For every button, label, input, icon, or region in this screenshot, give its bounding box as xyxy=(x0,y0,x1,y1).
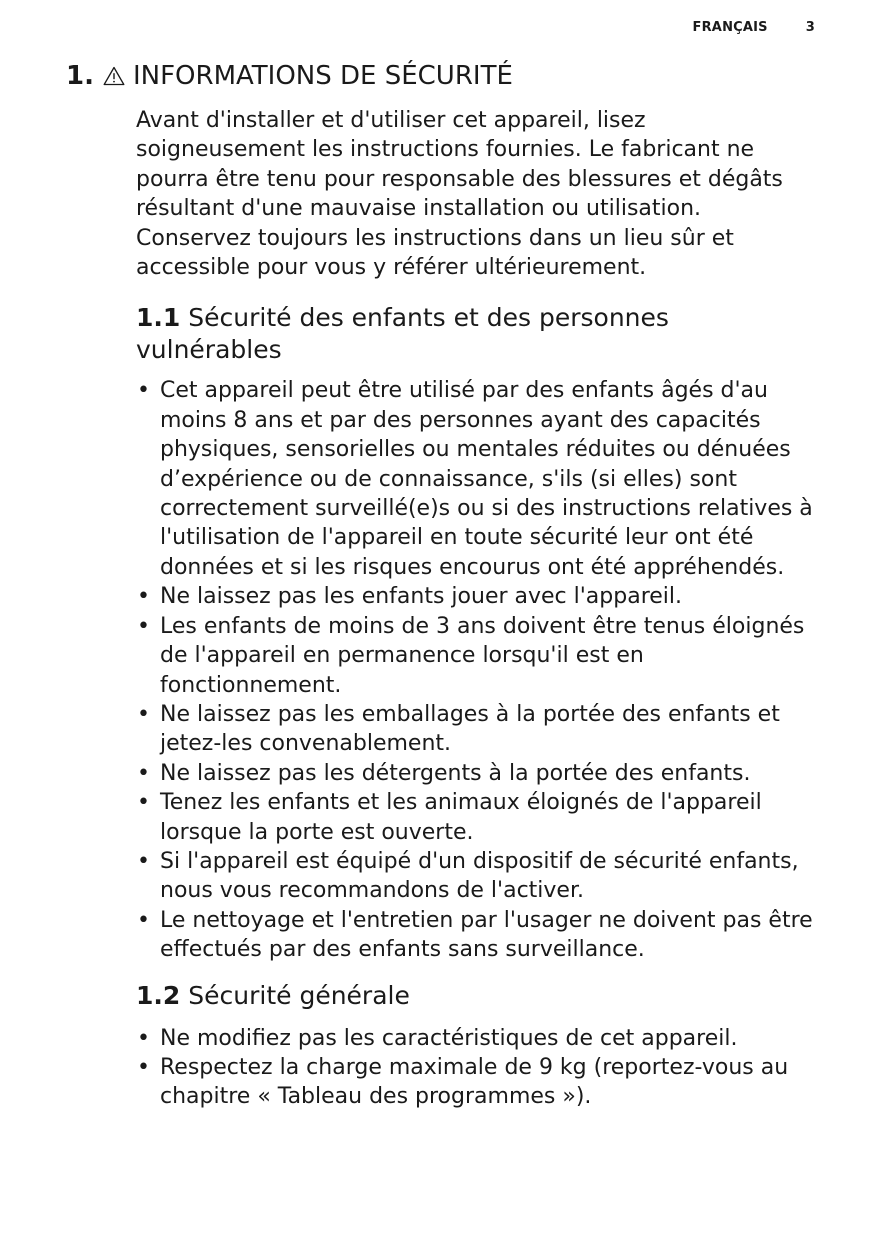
list-item-text: Les enfants de moins de 3 ans doivent être tenus éloignés de l'appareil en permanence lorsqu'il est en fonctionnement. xyxy=(160,613,805,698)
list-item-text: Tenez les enfants et les animaux éloignés de l'appareil lorsque la porte est ouverte. xyxy=(160,790,762,845)
section-heading-general-safety xyxy=(136,980,826,1012)
list-item-text: Respectez la charge maximale de 9 kg (reportez-vous au chapitre « Tableau des programmes »). xyxy=(160,1054,789,1110)
list-item xyxy=(136,1024,826,1053)
list-item-text: Si l'appareil est équipé d'un dispositif de sécurité enfants, nous vous recommandons de l'activer. xyxy=(160,848,799,904)
section-heading-child-safety xyxy=(136,302,736,366)
running-header xyxy=(693,20,815,35)
section-number: 1.1 xyxy=(136,303,181,333)
bullet-icon: • xyxy=(137,1025,150,1051)
bullet-icon: • xyxy=(137,760,150,786)
list-item xyxy=(136,582,826,611)
page-number: 3 xyxy=(805,20,815,35)
bullet-icon: • xyxy=(137,701,150,727)
warning-icon xyxy=(103,66,125,86)
list-item xyxy=(136,700,826,759)
list-item xyxy=(136,612,826,700)
list-item-text: Cet appareil peut être utilisé par des enfants âgés d'au moins 8 ans et par des personnes ayant des capacités physiques, sensorielles ou mentales réduites ou dénuées d’expérience ou de connaissance, s'ils (si elles) sont correctement surveillé(e)s ou si des instructions relatives à l'utilisation de l'appareil en toute sécurité leur ont été données et si les risques encourus ont été appréhendés. xyxy=(160,378,813,580)
header-language: FRANÇAIS xyxy=(692,20,768,35)
bullet-icon: • xyxy=(137,1054,150,1080)
bullet-icon: • xyxy=(137,584,150,610)
list-item xyxy=(136,1053,826,1112)
section-title: Sécurité des enfants et des personnes vulnérables xyxy=(136,303,669,365)
list-item xyxy=(136,847,826,906)
list-item-text: Ne laissez pas les détergents à la portée des enfants. xyxy=(160,760,751,786)
chapter-title xyxy=(66,61,513,91)
section-number: 1.2 xyxy=(136,980,181,1010)
list-item xyxy=(136,759,826,788)
bullet-icon: • xyxy=(137,848,150,874)
page-content xyxy=(136,106,826,1112)
list-item xyxy=(136,906,826,965)
chapter-number: 1. xyxy=(66,61,94,91)
child-safety-list xyxy=(136,376,826,964)
bullet-icon: • xyxy=(137,790,150,816)
general-safety-list xyxy=(136,1024,826,1112)
bullet-icon: • xyxy=(137,613,150,639)
section-title: Sécurité générale xyxy=(188,980,410,1010)
list-item xyxy=(136,376,826,582)
list-item-text: Ne modifiez pas les caractéristiques de cet appareil. xyxy=(160,1025,738,1051)
list-item-text: Ne laissez pas les emballages à la portée des enfants et jetez-les convenablement. xyxy=(160,701,780,757)
list-item xyxy=(136,788,826,847)
list-item-text: Ne laissez pas les enfants jouer avec l'appareil. xyxy=(160,584,683,610)
bullet-icon: • xyxy=(137,907,150,933)
chapter-title-text: INFORMATIONS DE SÉCURITÉ xyxy=(132,61,513,91)
bullet-icon: • xyxy=(137,378,150,404)
list-item-text: Le nettoyage et l'entretien par l'usager ne doivent pas être effectués par des enfants sans surveillance. xyxy=(160,907,813,963)
intro-paragraph: Avant d'installer et d'utiliser cet appareil, lisez soigneusement les instructions fournies. Le fabricant ne pourra être tenu pour responsable des blessures et dégâts résultant d'une mauvaise installation ou utilisation. Conservez toujours les instructions dans un lieu sûr et accessible pour vous y référer ultérieurement. xyxy=(136,108,783,281)
